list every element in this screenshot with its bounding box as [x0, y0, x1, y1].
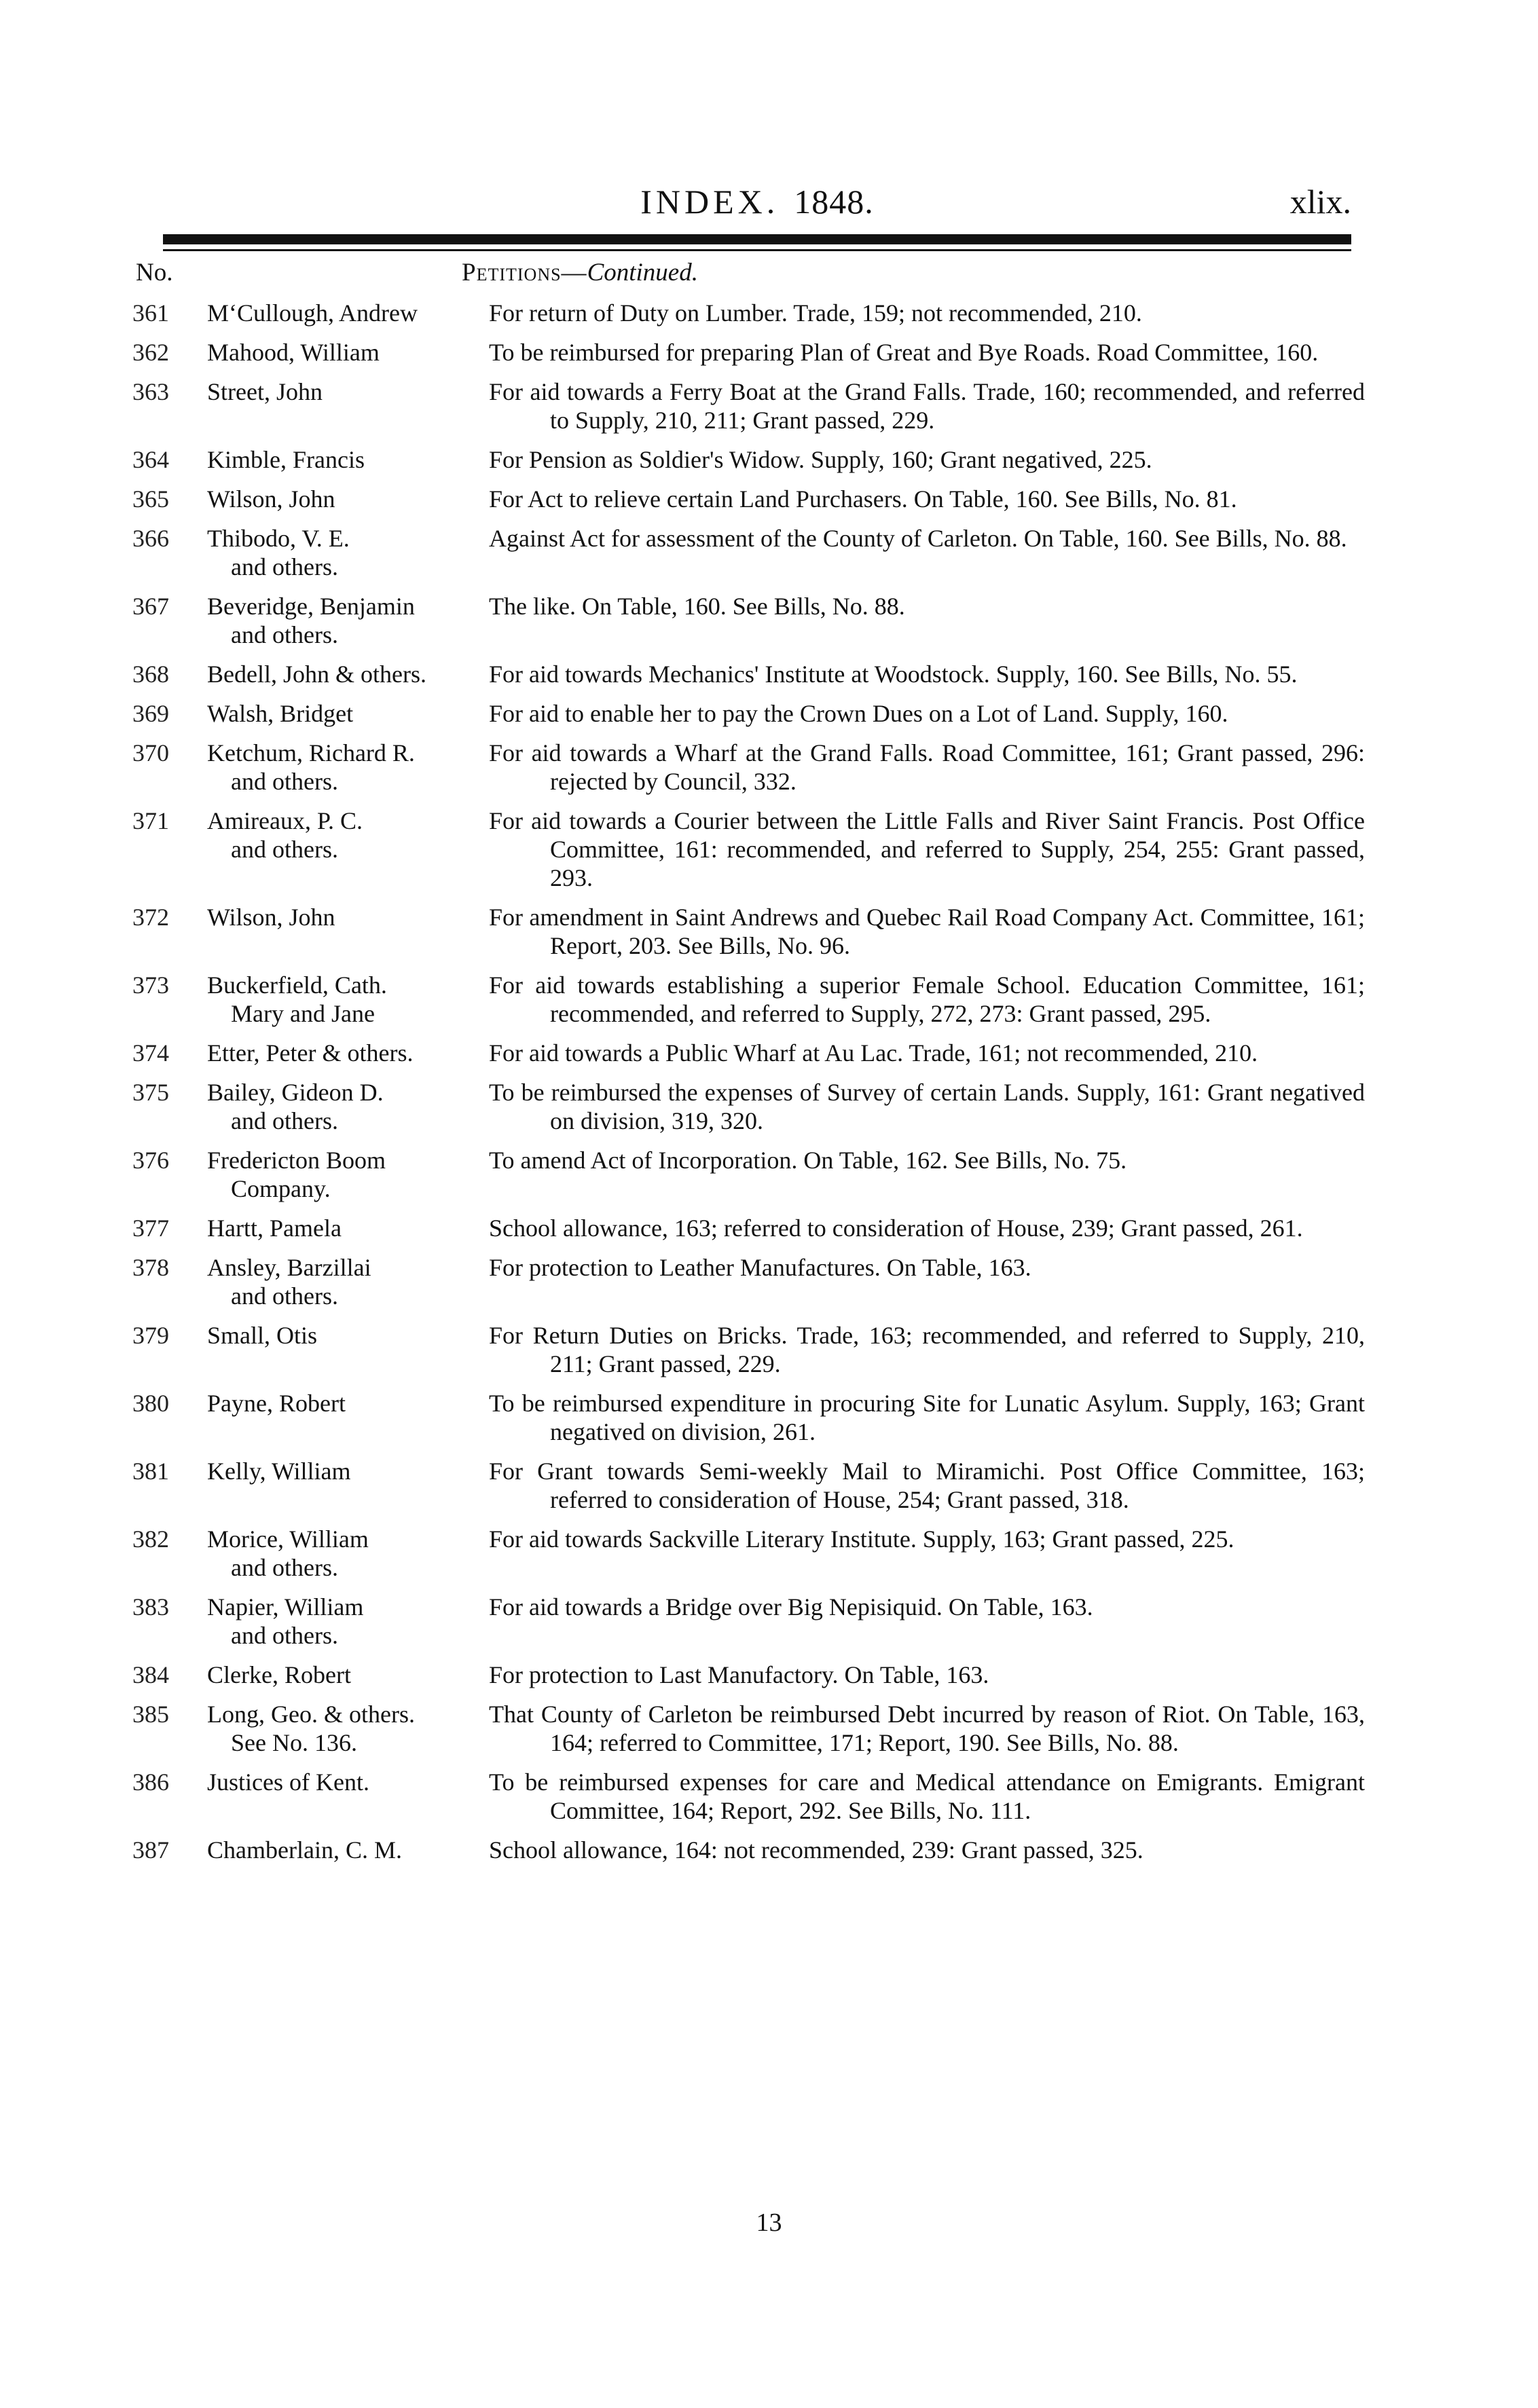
entry-name	[207, 1700, 489, 1757]
entry-number: 364	[132, 446, 169, 473]
entry-number: 373	[132, 971, 169, 999]
entry-name-line1: Fredericton Boom	[207, 1147, 386, 1174]
section-continued: Continued.	[587, 259, 698, 286]
entry-description: For Grant towards Semi-weekly Mail to Miramichi. Post Office Committee, 163; referred to consideration of House, 254; Grant passed, 318.	[489, 1458, 1365, 1513]
entry-number: 370	[132, 739, 169, 766]
list-item	[132, 1525, 1365, 1582]
entry-name-line2: Mary and Jane	[231, 1000, 375, 1027]
entry-name-line1: Kelly, William	[207, 1458, 351, 1485]
entry-name	[207, 1214, 489, 1242]
entry-number: 376	[132, 1147, 169, 1174]
entry-name-line2: and others.	[231, 1282, 338, 1310]
entry-name	[207, 1078, 489, 1135]
entry-description: For aid towards a Public Wharf at Au Lac. Trade, 161; not recommended, 210.	[489, 1039, 1258, 1067]
entry-name-line1: Ansley, Barzillai	[207, 1254, 371, 1281]
entry-name-line1: Chamberlain, C. M.	[207, 1836, 402, 1864]
entry-name-line1: M‘Cullough, Andrew	[207, 299, 418, 327]
entry-name	[207, 445, 489, 474]
entry-description: For Return Duties on Bricks. Trade, 163; recommended, and referred to Supply, 210, 211; Grant passed, 229.	[489, 1322, 1365, 1377]
entry-number: 366	[132, 525, 169, 552]
entry-description: School allowance, 164: not recommended, 239: Grant passed, 325.	[489, 1836, 1143, 1864]
entry-description: For aid towards Sackville Literary Institute. Supply, 163; Grant passed, 225.	[489, 1525, 1234, 1553]
entry-description: To amend Act of Incorporation. On Table, 162. See Bills, No. 75.	[489, 1147, 1127, 1174]
entry-name-line1: Street, John	[207, 378, 323, 405]
entry-description: To be reimbursed for preparing Plan of Great and Bye Roads. Road Committee, 160.	[489, 339, 1319, 366]
section-title: Petitions—	[462, 259, 587, 286]
entry-name	[207, 660, 489, 688]
entry-name	[207, 1389, 489, 1446]
entry-number: 369	[132, 700, 169, 727]
entry-name-line2: and others.	[231, 1622, 338, 1649]
entry-number: 361	[132, 299, 169, 327]
list-item	[132, 1836, 1365, 1864]
entry-number: 379	[132, 1322, 169, 1349]
entry-number: 375	[132, 1079, 169, 1106]
entry-name	[207, 1039, 489, 1067]
page-title	[163, 182, 1351, 221]
entry-name-line1: Ketchum, Richard R.	[207, 739, 415, 766]
entry-description: For Act to relieve certain Land Purchasers. On Table, 160. See Bills, No. 81.	[489, 485, 1237, 513]
entry-description: That County of Carleton be reimbursed Debt incurred by reason of Riot. On Table, 163, 164; referred to Committee, 171; Report, 190. See Bills, No. 88.	[489, 1701, 1365, 1756]
entry-name	[207, 485, 489, 513]
entry-name-line1: Hartt, Pamela	[207, 1215, 342, 1242]
entry-name-line1: Napier, William	[207, 1593, 364, 1620]
list-item	[132, 1078, 1365, 1135]
entry-number: 368	[132, 661, 169, 688]
list-item	[132, 1321, 1365, 1378]
entry-number: 377	[132, 1215, 169, 1242]
entry-name-line2: and others.	[231, 621, 338, 648]
entry-name	[207, 299, 489, 327]
list-item	[132, 1661, 1365, 1689]
entry-name	[207, 699, 489, 728]
entry-description: School allowance, 163; referred to consideration of House, 239; Grant passed, 261.	[489, 1215, 1303, 1242]
signature-mark: 13	[756, 2208, 782, 2237]
entry-name	[207, 1253, 489, 1310]
entry-name-line1: Bailey, Gideon D.	[207, 1079, 384, 1106]
entry-number: 374	[132, 1039, 169, 1067]
entry-description: For aid towards a Courier between the Little Falls and River Saint Francis. Post Office Committee, 161: recommended, and referred to Supply, 254, 255: Grant passed, 293.	[489, 807, 1365, 891]
list-item	[132, 1253, 1365, 1310]
header-rule-thick	[163, 234, 1351, 244]
entry-name-line1: Mahood, William	[207, 339, 380, 366]
petition-list	[132, 299, 1365, 1875]
entry-name	[207, 1457, 489, 1514]
entry-name-line1: Amireaux, P. C.	[207, 807, 363, 834]
header-rule-thin	[163, 249, 1351, 251]
list-item	[132, 1039, 1365, 1067]
entry-description: For aid to enable her to pay the Crown Dues on a Lot of Land. Supply, 160.	[489, 700, 1228, 727]
entry-description: Against Act for assessment of the County of Carleton. On Table, 160. See Bills, No. 88.	[489, 525, 1347, 552]
entry-number: 385	[132, 1701, 169, 1728]
entry-number: 382	[132, 1525, 169, 1553]
entry-description: For aid towards a Wharf at the Grand Falls. Road Committee, 161; Grant passed, 296: rejected by Council, 332.	[489, 739, 1365, 795]
entry-name	[207, 739, 489, 796]
entry-name-line1: Small, Otis	[207, 1322, 318, 1349]
entry-number: 380	[132, 1390, 169, 1417]
list-item	[132, 338, 1365, 367]
list-item	[132, 739, 1365, 796]
entry-number: 384	[132, 1661, 169, 1688]
entry-name	[207, 1768, 489, 1825]
entry-name-line1: Clerke, Robert	[207, 1661, 351, 1688]
title-text: INDEX.	[640, 183, 780, 221]
entry-name	[207, 592, 489, 649]
entry-number: 367	[132, 593, 169, 620]
title-year: 1848.	[794, 183, 874, 221]
entry-name	[207, 1525, 489, 1582]
list-item	[132, 299, 1365, 327]
list-item	[132, 1700, 1365, 1757]
entry-name	[207, 338, 489, 367]
entry-name-line1: Beveridge, Benjamin	[207, 593, 415, 620]
list-item	[132, 485, 1365, 513]
entry-name	[207, 1321, 489, 1378]
entry-description: For amendment in Saint Andrews and Quebec Rail Road Company Act. Committee, 161; Report, 203. See Bills, No. 96.	[489, 904, 1365, 959]
entry-description: The like. On Table, 160. See Bills, No. 88.	[489, 593, 905, 620]
entry-name-line1: Thibodo, V. E.	[207, 525, 350, 552]
entry-number: 387	[132, 1836, 169, 1864]
entry-description: For aid towards a Bridge over Big Nepisiquid. On Table, 163.	[489, 1593, 1093, 1620]
list-item	[132, 592, 1365, 649]
entry-name	[207, 377, 489, 434]
entry-number: 371	[132, 807, 169, 834]
entry-number: 381	[132, 1458, 169, 1485]
entry-number: 383	[132, 1593, 169, 1620]
entry-name	[207, 903, 489, 960]
list-item	[132, 699, 1365, 728]
list-item	[132, 1214, 1365, 1242]
entry-name	[207, 807, 489, 892]
entry-name-line1: Payne, Robert	[207, 1390, 346, 1417]
list-item	[132, 971, 1365, 1028]
list-item	[132, 1768, 1365, 1825]
entry-name-line2: Company.	[231, 1175, 331, 1202]
entry-description: For aid towards Mechanics' Institute at Woodstock. Supply, 160. See Bills, No. 55.	[489, 661, 1298, 688]
entry-number: 363	[132, 378, 169, 405]
entry-description: To be reimbursed the expenses of Survey of certain Lands. Supply, 161: Grant negatived on division, 319, 320.	[489, 1079, 1365, 1134]
list-item	[132, 377, 1365, 434]
entry-name	[207, 1146, 489, 1203]
entry-number: 362	[132, 339, 169, 366]
list-item	[132, 524, 1365, 581]
entry-name-line1: Buckerfield, Cath.	[207, 971, 387, 999]
page-number: xlix.	[1289, 183, 1351, 221]
entry-name	[207, 1593, 489, 1650]
entry-name-line1: Long, Geo. & others.	[207, 1701, 415, 1728]
entry-description: To be reimbursed expenses for care and Medical attendance on Emigrants. Emigrant Committee, 164; Report, 292. See Bills, No. 111.	[489, 1768, 1365, 1824]
list-item	[132, 1389, 1365, 1446]
entry-name-line2: See No. 136.	[231, 1729, 357, 1756]
list-item	[132, 660, 1365, 688]
entry-description: For aid towards a Ferry Boat at the Grand Falls. Trade, 160; recommended, and referred to Supply, 210, 211; Grant passed, 229.	[489, 378, 1365, 434]
entry-name-line1: Wilson, John	[207, 485, 335, 513]
page-header	[163, 182, 1351, 236]
entry-name-line2: and others.	[231, 836, 338, 863]
entry-name-line1: Morice, William	[207, 1525, 369, 1553]
entry-name	[207, 1836, 489, 1864]
entry-description: For aid towards establishing a superior Female School. Education Committee, 161; recommended, and referred to Supply, 272, 273: Grant passed, 295.	[489, 971, 1365, 1027]
entry-description: For return of Duty on Lumber. Trade, 159; not recommended, 210.	[489, 299, 1142, 327]
entry-number: 365	[132, 485, 169, 513]
no-column-label: No.	[136, 259, 173, 286]
entry-name-line1: Bedell, John & others.	[207, 661, 426, 688]
entry-name-line1: Etter, Peter & others.	[207, 1039, 414, 1067]
list-item	[132, 445, 1365, 474]
entry-description: For protection to Last Manufactory. On Table, 163.	[489, 1661, 989, 1688]
entry-name-line2: and others.	[231, 768, 338, 795]
list-item	[132, 1457, 1365, 1514]
entry-name	[207, 971, 489, 1028]
entry-number: 378	[132, 1254, 169, 1281]
section-label	[462, 258, 698, 287]
entry-name-line1: Walsh, Bridget	[207, 700, 354, 727]
list-item	[132, 1146, 1365, 1203]
entry-description: For protection to Leather Manufactures. On Table, 163.	[489, 1254, 1031, 1281]
list-item	[132, 807, 1365, 892]
entry-description: For Pension as Soldier's Widow. Supply, 160; Grant negatived, 225.	[489, 446, 1152, 473]
entry-description: To be reimbursed expenditure in procuring Site for Lunatic Asylum. Supply, 163; Grant negatived on division, 261.	[489, 1390, 1365, 1445]
list-item	[132, 903, 1365, 960]
entry-name-line1: Justices of Kent.	[207, 1768, 369, 1796]
list-item	[132, 1593, 1365, 1650]
entry-number: 372	[132, 904, 169, 931]
entry-name	[207, 1661, 489, 1689]
entry-name-line1: Wilson, John	[207, 904, 335, 931]
entry-name	[207, 524, 489, 581]
entry-number: 386	[132, 1768, 169, 1796]
entry-name-line2: and others.	[231, 553, 338, 580]
entry-name-line1: Kimble, Francis	[207, 446, 365, 473]
entry-name-line2: and others.	[231, 1554, 338, 1581]
entry-name-line2: and others.	[231, 1107, 338, 1134]
